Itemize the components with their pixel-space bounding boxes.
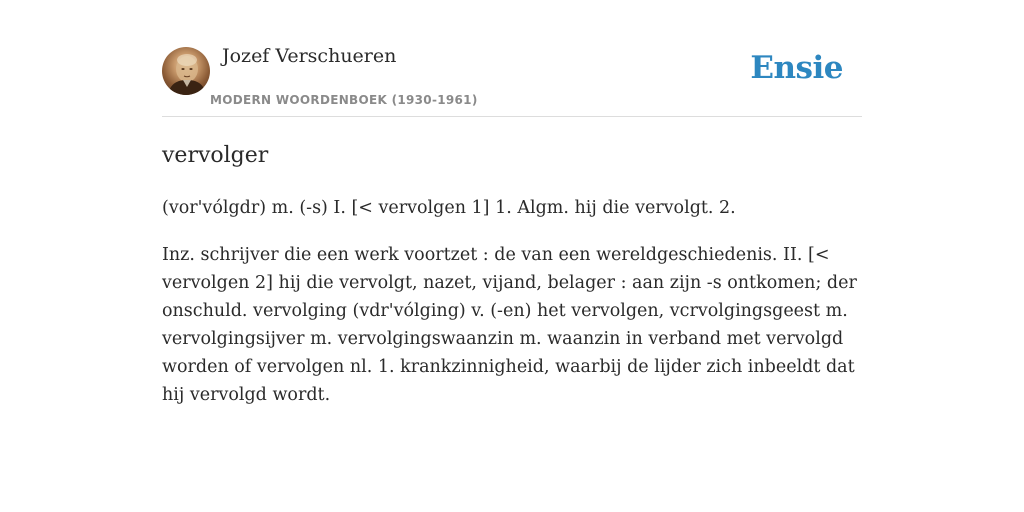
- entry-paragraph: (vor'vólgdr) m. (-s) I. [< vervolgen 1] 1. Algm. hij die vervolgt. 2.: [162, 198, 736, 218]
- author-name[interactable]: Jozef Verschueren: [222, 45, 397, 67]
- portrait-icon: [162, 47, 210, 95]
- entry-title: vervolger: [162, 143, 269, 168]
- page-container: [162, 0, 862, 409]
- header: [162, 0, 862, 117]
- entry-paragraph: Inz. schrijver die een werk voortzet : de van een wereldgeschiedenis. II. [< vervolgen 2] hij die vervolgt, nazet, vijand, belager : aan zijn -s ontkomen; der onschuld. vervolging (vdr'vólging) v. (-en) het vervolgen, vcrvolgingsgeest m. vervolgingsijver m. vervolgingswaanzin m. waanzin in verband met vervolgd worden of vervolgen nl. 1. krankzinnigheid, waarbij de lijder zich inbeeldt dat hij vervolgd wordt.: [162, 245, 857, 405]
- ensie-logo[interactable]: Ensie: [750, 50, 843, 86]
- source-label[interactable]: MODERN WOORDENBOEK (1930-1961): [210, 93, 478, 107]
- author-avatar[interactable]: [162, 47, 210, 95]
